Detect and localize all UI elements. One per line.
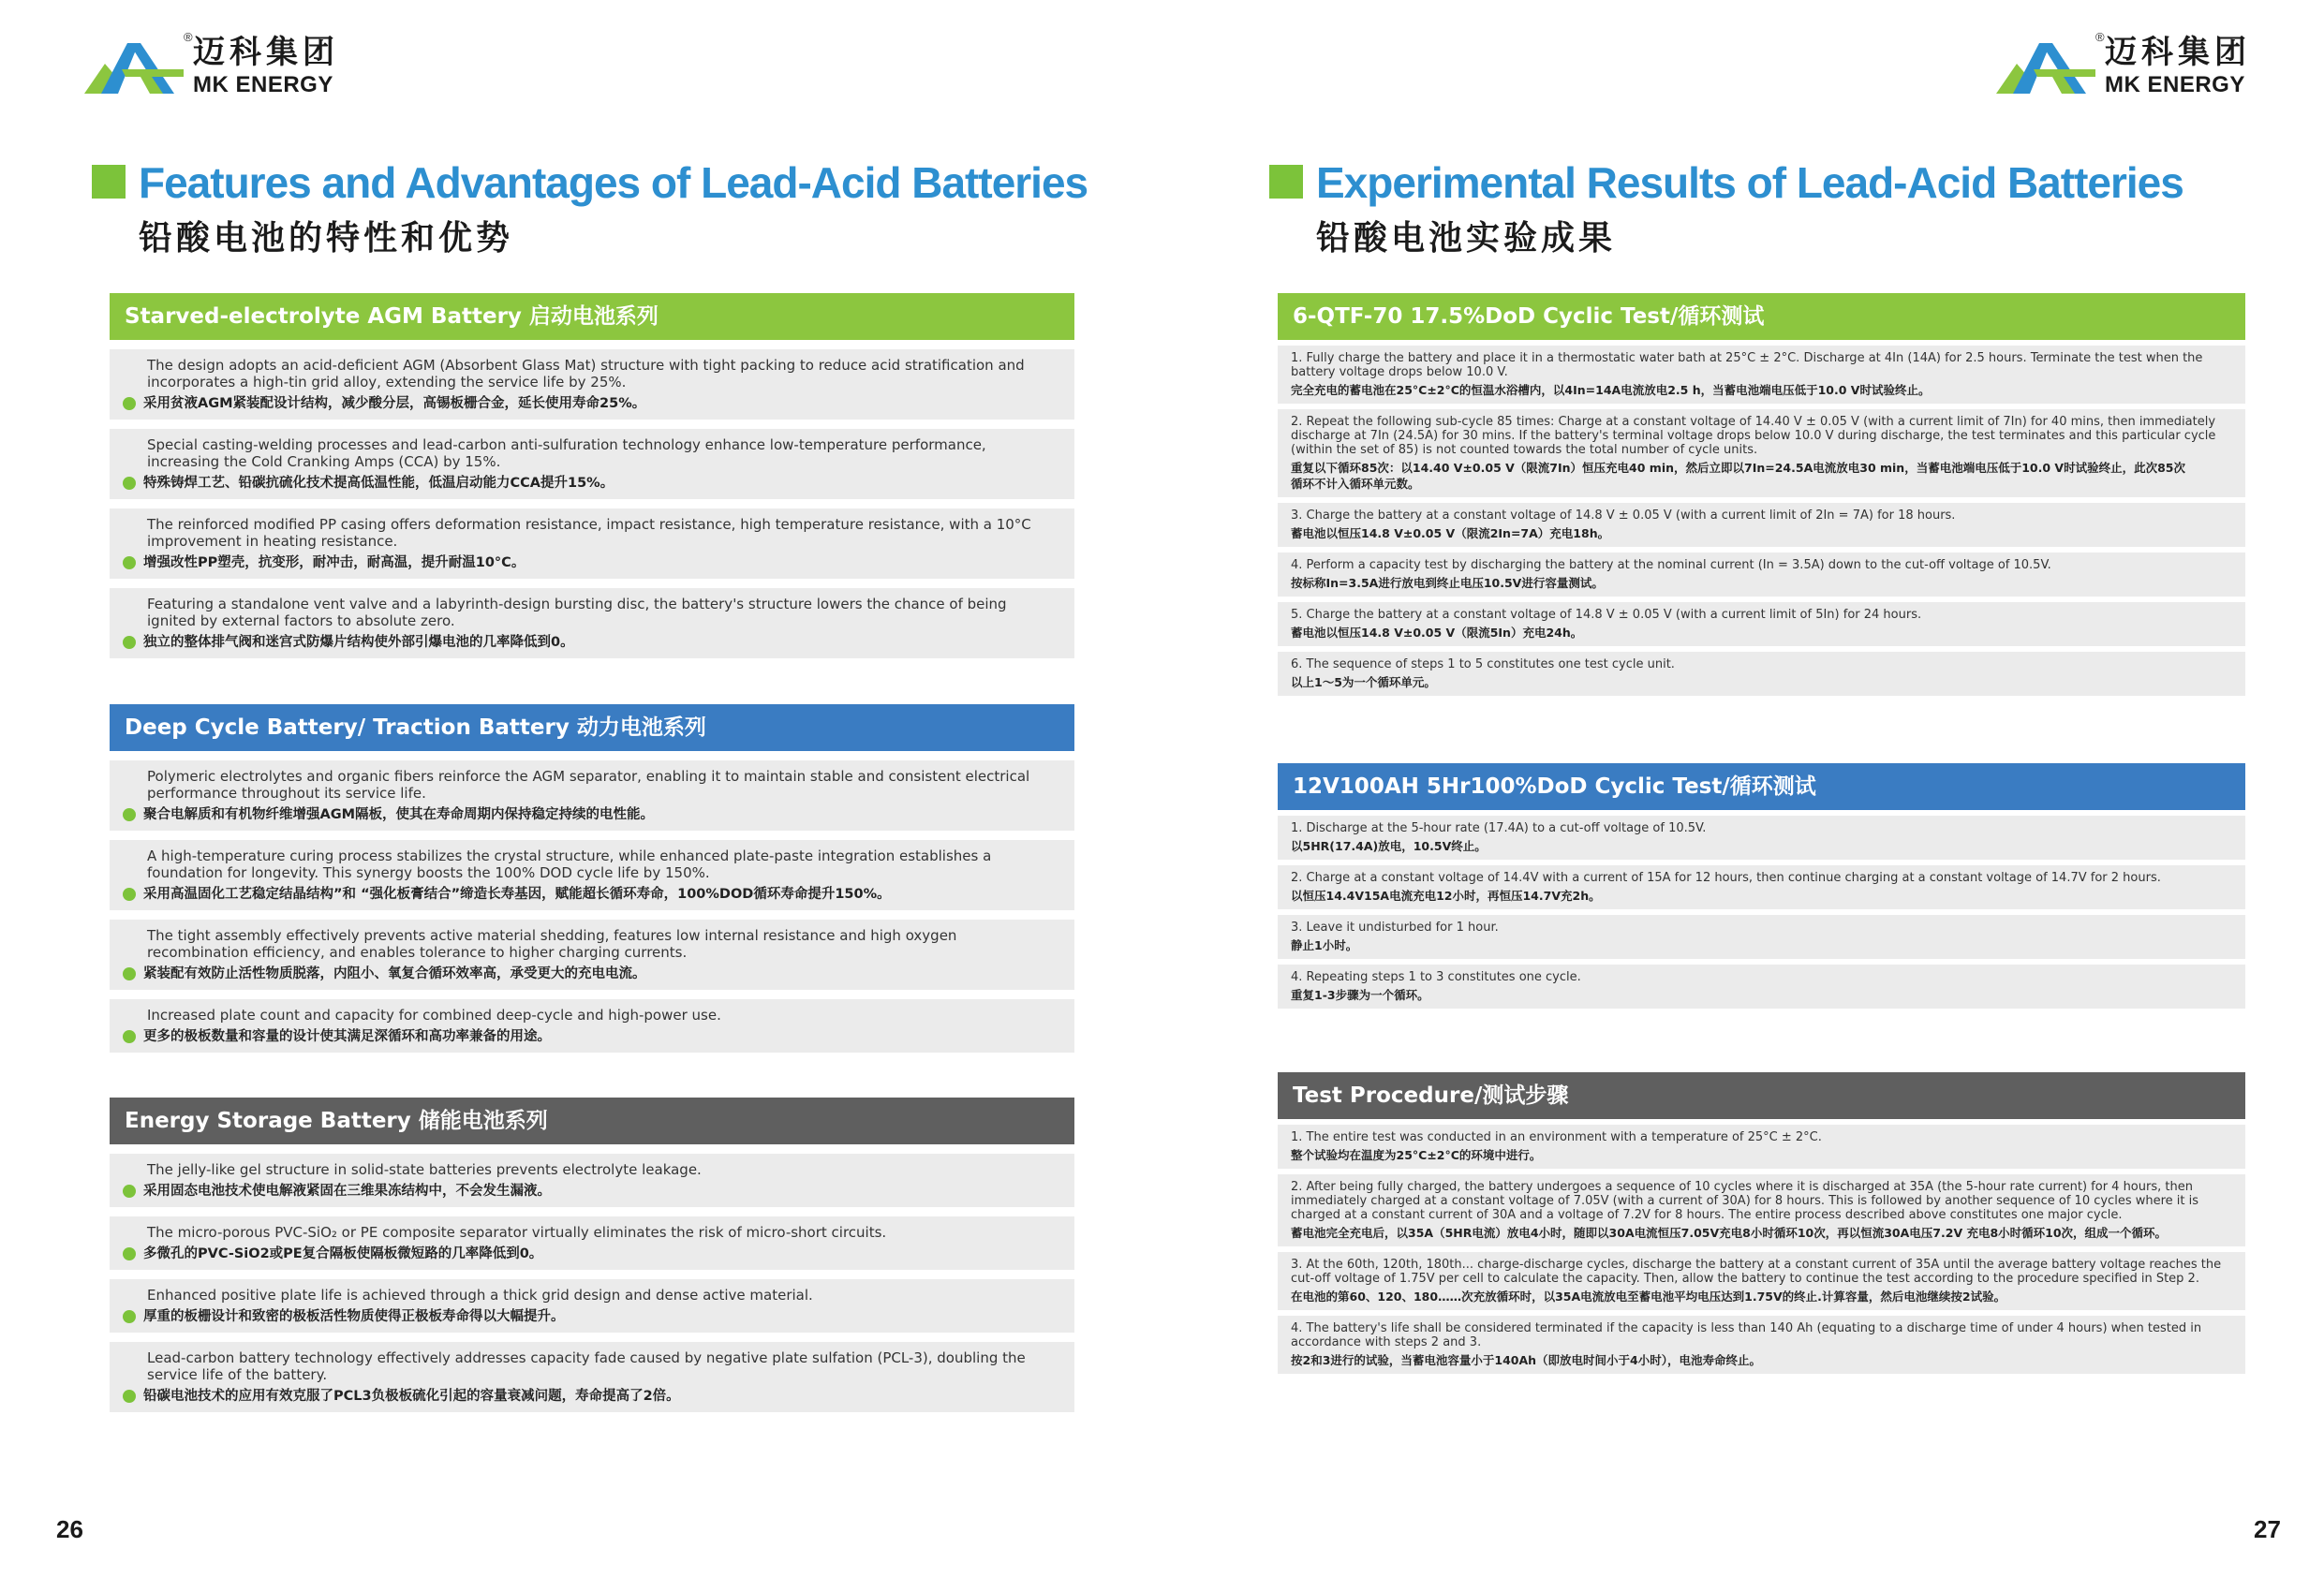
page-title-en: Experimental Results of Lead-Acid Batteries [1316,158,2183,207]
bullet-dot-icon [123,477,136,490]
item-text-cn: 蓄电池完全充电后，以35A（5HR电流）放电4小时，随即以30A电流恒压7.05V充电8小时循环10次，再以恒流30A电压7.2V 充电8小时循环10次，组成一个循环。 [1291,1226,2168,1240]
list-item [110,1342,1074,1412]
list-item [1278,503,2245,547]
item-text-cn: 蓄电池以恒压14.8 V±0.05 V（限流5In）充电24h。 [1291,626,1583,640]
list-item [110,760,1074,831]
list-item [1278,1174,2245,1246]
item-text-cn: 独立的整体排气阀和迷宫式防爆片结构使外部引爆电池的几率降低到0。 [143,635,574,650]
item-text-en: 4. Perform a capacity test by discharging the battery at the nominal current (In = 3.5A) down to the cut-off voltage of 10.5V. [1291,558,2051,572]
item-text-cn-row [123,805,1056,824]
item-text-en: 4. Repeating steps 1 to 3 constitutes one cycle. [1291,970,1581,984]
section-agm [110,293,1074,658]
brand-name-en: MK ENERGY [2105,72,2245,97]
page-title-cn: 铅酸电池实验成果 [1316,219,1617,258]
item-text-cn: 多微孔的PVC-SiO2或PE复合隔板使隔板微短路的几率降低到0。 [143,1246,543,1261]
list-item [1278,965,2245,1009]
item-text-cn: 采用贫液AGM紧装配设计结构，减少酸分层，高锡板栅合金，延长使用寿命25%。 [143,396,646,411]
bullet-dot-icon [123,1310,136,1323]
list-item [1278,602,2245,646]
item-text-cn: 循环不计入循环单元数。 [1291,477,1420,491]
list-item [110,1216,1074,1270]
section-heading: Deep Cycle Battery/ Traction Battery 动力电池系列 [110,704,1074,751]
section-12v100ah-test [1278,763,2245,1009]
item-text-cn-row [123,1027,1056,1046]
list-item [110,1279,1074,1333]
brand-name-en: MK ENERGY [193,72,333,97]
item-text-cn: 重复1-3步骤为一个循环。 [1291,988,1429,1002]
list-item [1278,816,2245,860]
item-text-cn: 增强改性PP塑壳，抗变形，耐冲击，耐高温，提升耐温10°C。 [143,555,525,570]
item-text-cn: 重复以下循环85次：以14.40 V±0.05 V（限流7In）恒压充电40 min，然后立即以7In=24.5A电流放电30 min，当蓄电池端电压低于10.0 V时试验终止，此次85次 [1291,461,2185,475]
bullet-dot-icon [123,888,136,901]
item-text-cn: 厚重的板栅设计和致密的极板活性物质使得正极板寿命得以大幅提升。 [143,1309,565,1324]
item-text-cn: 采用高温固化工艺稳定结晶结构”和 “强化板膏结合”缔造长寿基因，赋能超长循环寿命，100%DOD循环寿命提升150%。 [143,887,891,902]
item-text-cn: 特殊铸焊工艺、铅碳抗硫化技术提高低温性能，低温启动能力CCA提升15%。 [143,476,614,491]
item-text-en: Special casting-welding processes and lead-carbon anti-sulfuration technology enhance low-temperature performance, increasing the Cold Cranking Amps (CCA) by 15%. [147,436,986,470]
section-heading: Test Procedure/测试步骤 [1278,1072,2245,1119]
item-text-en: 2. After being fully charged, the battery undergoes a sequence of 10 cycles where it is discharged at 35A (the 5-hour rate current) for 4 hours, then immediately charged at a constant voltage of 7.05V (with a current of 30A) for 8 hours. This is followed by another sequence of 10 cycles where it is charged at a constant current of 30A and a voltage of 7.2V for 8 hours. The entire process described above constitutes one major cycle. [1291,1180,2199,1222]
item-text-en: The jelly-like gel structure in solid-state batteries prevents electrolyte leakage. [147,1161,702,1178]
section-test-procedure [1278,1072,2245,1374]
section-heading: Energy Storage Battery 储能电池系列 [110,1098,1074,1144]
item-text-cn: 整个试验均在温度为25°C±2°C的环境中进行。 [1291,1148,1542,1162]
brand-logo [1996,30,2251,97]
page-number: 27 [2254,1515,2281,1543]
bullet-dot-icon [123,1390,136,1403]
item-text-cn: 静止1小时。 [1291,938,1358,952]
list-item [110,508,1074,579]
item-text-cn-row [123,394,1056,413]
item-text-cn: 以5HR(17.4A)放电，10.5V终止。 [1291,839,1487,853]
list-item [110,429,1074,499]
item-text-cn: 按标称In=3.5A进行放电到终止电压10.5V进行容量测试。 [1291,576,1604,590]
bullet-dot-icon [123,636,136,649]
list-item [1278,865,2245,909]
brand-name-cn: 迈科集团 [2105,34,2251,71]
item-text-en: 1. The entire test was conducted in an environment with a temperature of 25°C ± 2°C. [1291,1130,1822,1144]
section-heading: Starved-electrolyte AGM Battery 启动电池系列 [110,293,1074,340]
item-text-cn-row [123,965,1056,983]
bullet-dot-icon [123,1030,136,1043]
bullet-dot-icon [123,808,136,821]
mk-logo-icon [1996,36,2099,97]
item-text-en: 5. Charge the battery at a constant voltage of 14.8 V ± 0.05 V (with a current limit of 5In) for 24 hours. [1291,608,1922,622]
page-title-en: Features and Advantages of Lead-Acid Batteries [139,158,1088,207]
item-text-cn: 完全充电的蓄电池在25°C±2°C的恒温水浴槽内，以4In=14A电流放电2.5 h，当蓄电池端电压低于10.0 V时试验终止。 [1291,383,1931,397]
section-heading: 12V100AH 5Hr100%DoD Cyclic Test/循环测试 [1278,763,2245,810]
item-text-cn: 以上1～5为一个循环单元。 [1291,675,1436,689]
section-heading: 6-QTF-70 17.5%DoD Cyclic Test/循环测试 [1278,293,2245,340]
item-text-en: The tight assembly effectively prevents active material shedding, features low internal resistance and high oxygen recombination efficiency, and enables tolerance to higher charging currents. [147,927,957,961]
list-item [1278,409,2245,497]
bullet-dot-icon [123,397,136,410]
list-item [1278,1252,2245,1310]
bullet-dot-icon [123,967,136,980]
list-item [110,1154,1074,1207]
item-text-cn-row [123,1245,1056,1263]
section-deep-cycle [110,704,1074,1053]
list-item [110,920,1074,990]
item-text-cn-row [123,474,1056,493]
item-text-en: Featuring a standalone vent valve and a labyrinth-design bursting disc, the battery's structure lowers the chance of being ignited by external factors to absolute zero. [147,596,1007,629]
page-title-cn: 铅酸电池的特性和优势 [139,219,514,258]
item-text-cn-row [123,1387,1056,1406]
item-text-en: Increased plate count and capacity for combined deep-cycle and high-power use. [147,1007,721,1024]
item-text-en: 2. Repeat the following sub-cycle 85 times: Charge at a constant voltage of 14.40 V ± 0.05 V (with a current limit of 7In) for 40 mins, then immediately discharge at 7In (24.5A) for 30 mins. If the battery's terminal voltage drops below 10.0 V during discharge, the test terminates and this particular cycle (within the set of 85) is not counted towards the total number of cycle units. [1291,415,2216,457]
item-text-cn: 铅碳电池技术的应用有效克服了PCL3负极板硫化引起的容量衰减问题，寿命提高了2倍。 [143,1389,680,1404]
page-number: 26 [56,1515,83,1543]
item-text-cn: 更多的极板数量和容量的设计使其满足深循环和高功率兼备的用途。 [143,1029,551,1044]
item-text-en: 3. Charge the battery at a constant voltage of 14.8 V ± 0.05 V (with a current limit of 2In = 7A) for 18 hours. [1291,508,1956,523]
item-text-en: 1. Discharge at the 5-hour rate (17.4A) to a cut-off voltage of 10.5V. [1291,821,1707,835]
title-square-icon [92,165,126,199]
brand-logo [84,30,339,97]
item-text-cn: 蓄电池以恒压14.8 V±0.05 V（限流2In=7A）充电18h。 [1291,526,1610,540]
item-text-cn-row [123,553,1056,572]
item-text-cn: 按2和3进行的试验，当蓄电池容量小于140Ah（即放电时间小于4小时），电池寿命终止。 [1291,1353,1762,1367]
mk-logo-icon [84,36,187,97]
item-text-en: 3. At the 60th, 120th, 180th... charge-discharge cycles, discharge the battery at a constant current of 35A until the average battery voltage reaches the cut-off voltage of 1.75V per cell to calculate the capacity. Then, allow the battery to continue the test according to the procedure specified in Step 2. [1291,1258,2222,1286]
item-text-en: Lead-carbon battery technology effectively addresses capacity fade caused by negative plate sulfation (PCL-3), doubling the service life of the battery. [147,1349,1026,1383]
brand-name-cn: 迈科集团 [193,34,339,71]
registered-mark: ® [2095,30,2105,44]
item-text-en: The reinforced modified PP casing offers deformation resistance, impact resistance, high temperature resistance, with a 10°C improvement in heating resistance. [147,516,1031,550]
list-item [1278,1125,2245,1169]
item-text-en: The micro-porous PVC-SiO₂ or PE composite separator virtually eliminates the risk of micro-short circuits. [147,1224,887,1241]
item-text-cn-row [123,1307,1056,1326]
item-text-cn-row [123,885,1056,904]
registered-mark: ® [184,30,193,44]
item-text-en: 3. Leave it undisturbed for 1 hour. [1291,921,1499,935]
item-text-cn-row [123,633,1056,652]
section-qtf70-test [1278,293,2245,696]
list-item [110,349,1074,420]
list-item [1278,915,2245,959]
list-item [110,588,1074,658]
list-item [110,999,1074,1053]
item-text-cn: 紧装配有效防止活性物质脱落，内阻小、氧复合循环效率高，承受更大的充电电流。 [143,966,646,981]
bullet-dot-icon [123,1185,136,1198]
item-text-en: Polymeric electrolytes and organic fibers reinforce the AGM separator, enabling it to maintain stable and consistent electrical performance throughout its service life. [147,768,1030,802]
item-text-cn-row [123,1182,1056,1201]
list-item [1278,553,2245,597]
item-text-en: 2. Charge at a constant voltage of 14.4V with a current of 15A for 12 hours, then continue charging at a constant voltage of 14.7V for 2 hours. [1291,871,2161,885]
bullet-dot-icon [123,556,136,569]
bullet-dot-icon [123,1247,136,1260]
item-text-en: 4. The battery's life shall be considered terminated if the capacity is less than 140 Ah (equating to a discharge time of under 4 hours) when tested in accordance with steps 2 and 3. [1291,1321,2202,1349]
title-square-icon [1269,165,1303,199]
item-text-cn: 在电池的第60、120、180……次充放循环时，以35A电流放电至蓄电池平均电压达到1.75V的终止.计算容量，然后电池继续按2试验。 [1291,1290,2006,1304]
list-item [1278,1316,2245,1374]
list-item [1278,346,2245,404]
item-text-en: 1. Fully charge the battery and place it in a thermostatic water bath at 25°C ± 2°C. Discharge at 4In (14A) for 2.5 hours. Terminate the test when the battery voltage drops below 10.0 V. [1291,351,2203,379]
section-energy-storage [110,1098,1074,1412]
item-text-cn: 聚合电解质和有机物纤维增强AGM隔板，使其在寿命周期内保持稳定持续的电性能。 [143,807,655,822]
item-text-en: The design adopts an acid-deficient AGM (Absorbent Glass Mat) structure with tight packing to reduce acid stratification and incorporates a high-tin grid alloy, extending the service life by 25%. [147,357,1025,391]
right-page [1162,0,2324,1577]
item-text-cn: 采用固态电池技术使电解液紧固在三维果冻结构中，不会发生漏液。 [143,1184,551,1199]
item-text-en: A high-temperature curing process stabilizes the crystal structure, while enhanced plate-paste integration establishes a foundation for longevity. This synergy boosts the 100% DOD cycle life by 150%. [147,847,992,881]
list-item [110,840,1074,910]
item-text-en: Enhanced positive plate life is achieved through a thick grid design and dense active material. [147,1287,813,1304]
item-text-cn: 以恒压14.4V15A电流充电12小时，再恒压14.7V充2h。 [1291,889,1601,903]
list-item [1278,652,2245,696]
item-text-en: 6. The sequence of steps 1 to 5 constitutes one test cycle unit. [1291,657,1675,671]
